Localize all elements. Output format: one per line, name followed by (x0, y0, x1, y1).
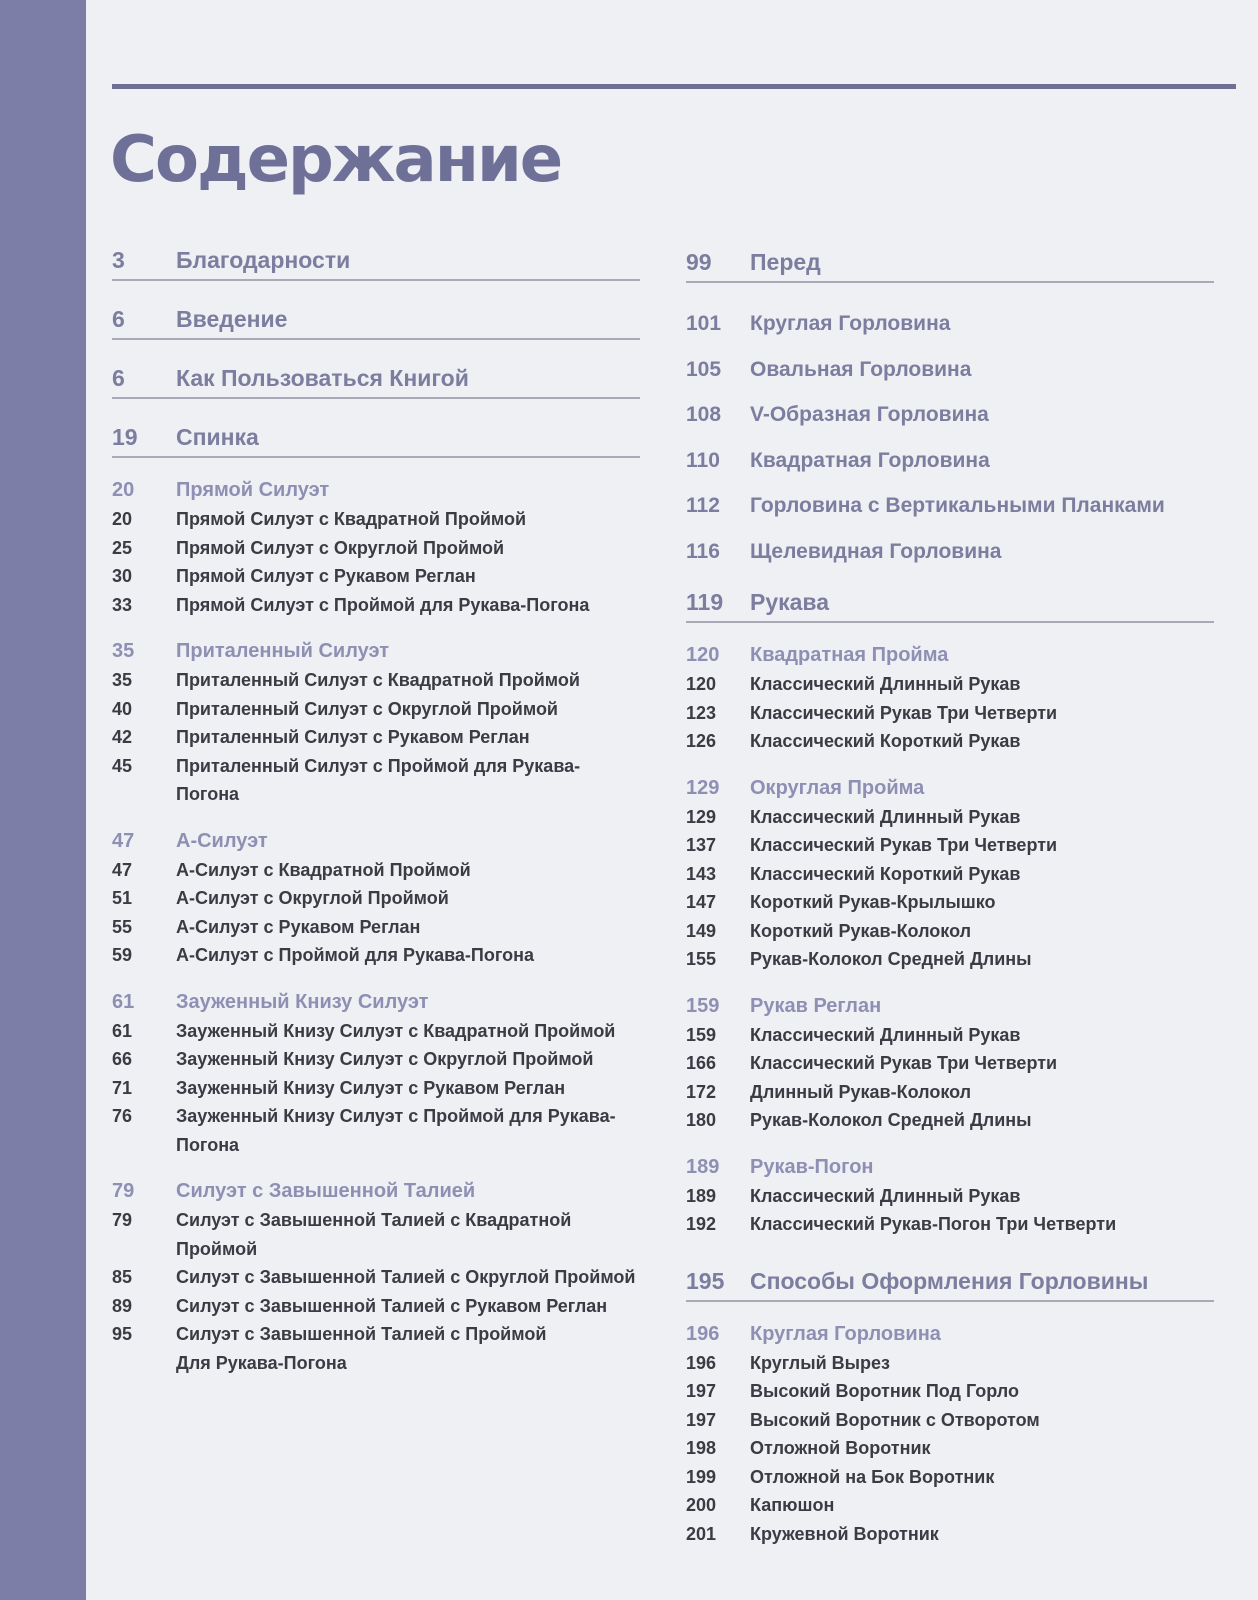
toc-entry[interactable] (112, 534, 640, 563)
toc-section[interactable] (112, 244, 640, 281)
entry-title: А-Силуэт с Проймой для Рукава-Погона (176, 945, 534, 965)
toc-entry[interactable] (686, 945, 1214, 974)
toc-entry[interactable] (686, 1349, 1214, 1378)
toc-group-heading[interactable] (686, 774, 1214, 803)
toc-entry[interactable] (686, 831, 1214, 860)
toc-group-heading[interactable] (112, 827, 640, 856)
toc-entry[interactable] (686, 1406, 1214, 1435)
toc-entry[interactable] (686, 347, 1214, 393)
toc-entry[interactable] (686, 1182, 1214, 1211)
toc-entry[interactable] (686, 301, 1214, 347)
page-number: 119 (686, 589, 724, 615)
page-number: 200 (686, 1495, 717, 1515)
entry-title: Силуэт с Завышенной Талией с Проймой (176, 1324, 547, 1344)
page-number: 129 (686, 806, 717, 827)
group-title: Зауженный Книзу Силуэт (176, 990, 429, 1013)
toc-entry[interactable] (686, 1520, 1214, 1549)
toc-section[interactable] (112, 421, 640, 458)
section-title: Благодарности (176, 247, 351, 273)
toc-entry[interactable] (112, 562, 640, 591)
page-number: 120 (686, 644, 720, 666)
toc-section[interactable] (112, 303, 640, 340)
entry-title: Овальная Горловина (750, 357, 972, 381)
toc-entry[interactable] (686, 392, 1214, 438)
toc-entry[interactable] (686, 1434, 1214, 1463)
toc-group (686, 641, 1214, 756)
page-number: 199 (686, 1466, 717, 1487)
toc-section[interactable] (686, 1265, 1214, 1302)
toc-entry[interactable] (686, 438, 1214, 484)
entry-title: Силуэт с Завышенной Талией с Квадратной Проймой (176, 1210, 572, 1259)
toc-entry[interactable] (112, 884, 640, 913)
page-number: 20 (112, 509, 133, 529)
top-rule (112, 84, 1236, 89)
toc-group-heading[interactable] (686, 1320, 1214, 1349)
page-number: 61 (112, 990, 135, 1013)
toc-entry[interactable] (112, 913, 640, 942)
section-title: Как Пользоваться Книгой (176, 365, 469, 391)
page-number: 155 (686, 949, 717, 969)
entry-title: А-Силуэт с Квадратной Проймой (176, 859, 471, 880)
page-number: 159 (686, 994, 720, 1017)
page-number: 196 (686, 1352, 717, 1373)
toc-entry[interactable] (112, 1017, 640, 1046)
entry-title: Круглая Горловина (750, 312, 951, 335)
entry-title: Классический Рукав-Погон Три Четверти (750, 1214, 1117, 1234)
toc-entry[interactable] (686, 1078, 1214, 1107)
group-title: А-Силуэт (176, 829, 268, 852)
page-number: 197 (686, 1381, 717, 1401)
page-number: 166 (686, 1053, 717, 1073)
entry-title: Рукав-Колокол Средней Длины (750, 1110, 1032, 1130)
toc-group-heading[interactable] (112, 637, 640, 666)
toc-entry[interactable] (112, 1320, 640, 1377)
toc-section[interactable] (686, 586, 1214, 623)
toc-entry[interactable] (686, 1491, 1214, 1520)
toc-entry[interactable] (686, 860, 1214, 889)
page-number: 19 (112, 424, 138, 450)
entry-title: Квадратная Горловина (750, 448, 990, 472)
entry-title: Приталенный Силуэт с Проймой для Рукава-Погона (176, 755, 581, 804)
toc-entry[interactable] (686, 727, 1214, 756)
page-number: 6 (112, 306, 125, 332)
entry-title: Кружевной Воротник (750, 1523, 939, 1544)
page-number: 42 (112, 727, 133, 747)
entry-title-continued: Для Рукава-Погона (176, 1352, 347, 1373)
page-number: 137 (686, 835, 717, 855)
page-number: 33 (112, 594, 133, 615)
toc-entry[interactable] (112, 505, 640, 534)
page-number: 105 (686, 357, 722, 381)
entry-title: Приталенный Силуэт с Рукавом Реглан (176, 727, 530, 747)
toc-group (686, 992, 1214, 1135)
entry-title: Классический Рукав Три Четверти (750, 702, 1058, 723)
toc-entry[interactable] (112, 1074, 640, 1103)
page-number: 147 (686, 892, 717, 912)
page-number: 129 (686, 776, 720, 799)
toc-entry[interactable] (686, 529, 1214, 575)
page-number: 47 (112, 859, 133, 880)
toc-group (112, 637, 640, 809)
toc-entry[interactable] (686, 1210, 1214, 1239)
entry-title: Высокий Воротник Под Горло (750, 1381, 1019, 1401)
toc-entry[interactable] (112, 723, 640, 752)
toc-group (112, 827, 640, 970)
toc-entry[interactable] (112, 1102, 640, 1159)
page-number: 201 (686, 1523, 717, 1544)
page-number: 101 (686, 312, 722, 335)
toc-group-heading[interactable] (112, 988, 640, 1017)
toc-entry[interactable] (686, 699, 1214, 728)
page-number: 35 (112, 640, 135, 662)
page-number: 172 (686, 1081, 717, 1102)
entry-title: Отложной Воротник (750, 1438, 931, 1458)
page-number: 6 (112, 365, 125, 391)
toc-entry[interactable] (112, 666, 640, 695)
toc-entry[interactable] (686, 803, 1214, 832)
toc-entry[interactable] (686, 670, 1214, 699)
entry-title: Рукав-Колокол Средней Длины (750, 949, 1032, 969)
page-number: 95 (112, 1324, 133, 1344)
page-number: 89 (112, 1295, 133, 1316)
page-number: 99 (686, 249, 712, 275)
page-number: 180 (686, 1110, 717, 1130)
page-number: 110 (686, 448, 720, 472)
page-number: 55 (112, 916, 133, 937)
entry-title: А-Силуэт с Рукавом Реглан (176, 916, 421, 937)
entry-title: V-Образная Горловина (750, 403, 989, 426)
toc-group (686, 1153, 1214, 1239)
entry-title: Приталенный Силуэт с Округлой Проймой (176, 698, 558, 719)
section-title: Способы Оформления Горловины (750, 1267, 1149, 1294)
page-number: 108 (686, 403, 722, 426)
page-number: 79 (112, 1180, 135, 1202)
entry-title: Горловина с Вертикальными Планками (750, 494, 1165, 517)
toc-entry[interactable] (112, 1292, 640, 1321)
page-number: 35 (112, 670, 133, 690)
group-title: Силуэт с Завышенной Талией (176, 1180, 476, 1202)
entry-title: Классический Рукав Три Четверти (750, 1053, 1058, 1073)
entry-title: Зауженный Книзу Силуэт с Проймой для Рукава-Погона (176, 1106, 616, 1155)
page-number: 71 (112, 1077, 133, 1098)
page-number: 159 (686, 1024, 717, 1045)
entry-title: Классический Рукав Три Четверти (750, 835, 1058, 855)
toc-entry[interactable] (112, 752, 640, 809)
page-number: 45 (112, 755, 133, 776)
page-number: 126 (686, 731, 717, 751)
page-number: 189 (686, 1155, 720, 1178)
entry-title: Короткий Рукав-Крылышко (750, 892, 996, 912)
entry-title: Капюшон (750, 1495, 835, 1515)
section-title: Перед (750, 249, 821, 275)
toc-group (112, 988, 640, 1160)
page-number: 66 (112, 1049, 133, 1069)
entry-title: Классический Длинный Рукав (750, 674, 1021, 694)
toc-group (112, 1177, 640, 1377)
page-number: 192 (686, 1214, 717, 1234)
group-title: Круглая Горловина (750, 1322, 941, 1345)
toc-section[interactable] (112, 362, 640, 399)
entry-title: Прямой Силуэт с Округлой Проймой (176, 537, 505, 558)
toc-entry[interactable] (686, 917, 1214, 946)
page-number: 47 (112, 829, 135, 852)
entry-title: Классический Короткий Рукав (750, 731, 1021, 751)
page-number: 20 (112, 479, 135, 501)
page-number: 195 (686, 1267, 725, 1294)
page-title: Содержание (110, 123, 562, 197)
section-title: Спинка (176, 424, 259, 450)
toc-group-heading[interactable] (112, 476, 640, 505)
toc-entry[interactable] (686, 1463, 1214, 1492)
entry-title: Прямой Силуэт с Рукавом Реглан (176, 566, 476, 586)
page-number: 85 (112, 1267, 133, 1287)
entry-title: Круглый Вырез (750, 1352, 891, 1373)
page-number: 120 (686, 674, 717, 694)
sidebar-stripe (0, 0, 86, 1600)
entry-title: Короткий Рукав-Колокол (750, 920, 972, 941)
toc-entry[interactable] (112, 591, 640, 620)
page-number: 40 (112, 698, 133, 719)
page-number: 189 (686, 1185, 717, 1206)
page-number: 25 (112, 537, 133, 558)
toc-entry[interactable] (686, 1106, 1214, 1135)
toc-group-heading[interactable] (686, 1153, 1214, 1182)
toc-section[interactable] (686, 246, 1214, 283)
toc-entry[interactable] (686, 483, 1214, 529)
entry-title: Классический Короткий Рукав (750, 863, 1021, 884)
group-title: Прямой Силуэт (176, 479, 330, 501)
page-number: 112 (686, 494, 720, 517)
toc-entry[interactable] (686, 1377, 1214, 1406)
entry-title: Классический Длинный Рукав (750, 1185, 1021, 1206)
entry-title: Приталенный Силуэт с Квадратной Проймой (176, 670, 580, 690)
toc-group-heading[interactable] (686, 992, 1214, 1021)
entry-title: Силуэт с Завышенной Талией с Округлой Проймой (176, 1267, 636, 1287)
toc-entry[interactable] (112, 941, 640, 970)
toc-entry[interactable] (686, 888, 1214, 917)
toc-group (112, 476, 640, 619)
page-number: 198 (686, 1438, 717, 1458)
entry-title: Зауженный Книзу Силуэт с Округлой Проймой (176, 1049, 594, 1069)
toc-entry[interactable] (112, 1045, 640, 1074)
entry-title: Прямой Силуэт с Проймой для Рукава-Погона (176, 594, 590, 615)
toc-entry[interactable] (112, 1206, 640, 1263)
toc-front-list (686, 301, 1214, 574)
entry-title: Щелевидная Горловина (750, 539, 1002, 563)
page-number: 143 (686, 863, 717, 884)
group-title: Приталенный Силуэт (176, 640, 390, 662)
toc-group (686, 1320, 1214, 1549)
page-number: 59 (112, 945, 133, 965)
toc-left-column (112, 244, 640, 1395)
entry-title: Зауженный Книзу Силуэт с Рукавом Реглан (176, 1077, 566, 1098)
entry-title: Длинный Рукав-Колокол (750, 1081, 972, 1102)
group-title: Рукав Реглан (750, 994, 882, 1017)
group-title: Рукав-Погон (750, 1155, 874, 1178)
toc-right-column (686, 246, 1214, 1566)
page-number: 61 (112, 1020, 133, 1041)
page-number: 51 (112, 888, 133, 908)
toc-group-heading[interactable] (686, 641, 1214, 670)
entry-title: Отложной на Бок Воротник (750, 1466, 995, 1487)
entry-title: Высокий Воротник с Отворотом (750, 1409, 1040, 1430)
page-number: 196 (686, 1322, 720, 1345)
toc-entry[interactable] (112, 1263, 640, 1292)
group-title: Округлая Пройма (750, 776, 925, 799)
toc-group-heading[interactable] (112, 1177, 640, 1206)
entry-title: Прямой Силуэт с Квадратной Проймой (176, 509, 527, 529)
page-number: 149 (686, 920, 717, 941)
toc-entry[interactable] (686, 1021, 1214, 1050)
page-number: 30 (112, 566, 133, 586)
entry-title: Классический Длинный Рукав (750, 806, 1021, 827)
entry-title: Зауженный Книзу Силуэт с Квадратной Проймой (176, 1020, 616, 1041)
section-title: Рукава (750, 589, 830, 615)
page-number: 123 (686, 702, 717, 723)
entry-title: Силуэт с Завышенной Талией с Рукавом Реглан (176, 1295, 608, 1316)
entry-title: Классический Длинный Рукав (750, 1024, 1021, 1045)
toc-entry[interactable] (112, 695, 640, 724)
page-number: 197 (686, 1409, 717, 1430)
entry-title: А-Силуэт с Округлой Проймой (176, 888, 449, 908)
section-title: Введение (176, 306, 288, 332)
toc-entry[interactable] (112, 856, 640, 885)
page-number: 116 (686, 539, 720, 563)
page-number: 79 (112, 1210, 133, 1230)
page-number: 76 (112, 1106, 133, 1126)
toc-group (686, 774, 1214, 974)
page-number: 3 (112, 247, 125, 273)
toc-entry[interactable] (686, 1049, 1214, 1078)
group-title: Квадратная Пройма (750, 644, 949, 666)
